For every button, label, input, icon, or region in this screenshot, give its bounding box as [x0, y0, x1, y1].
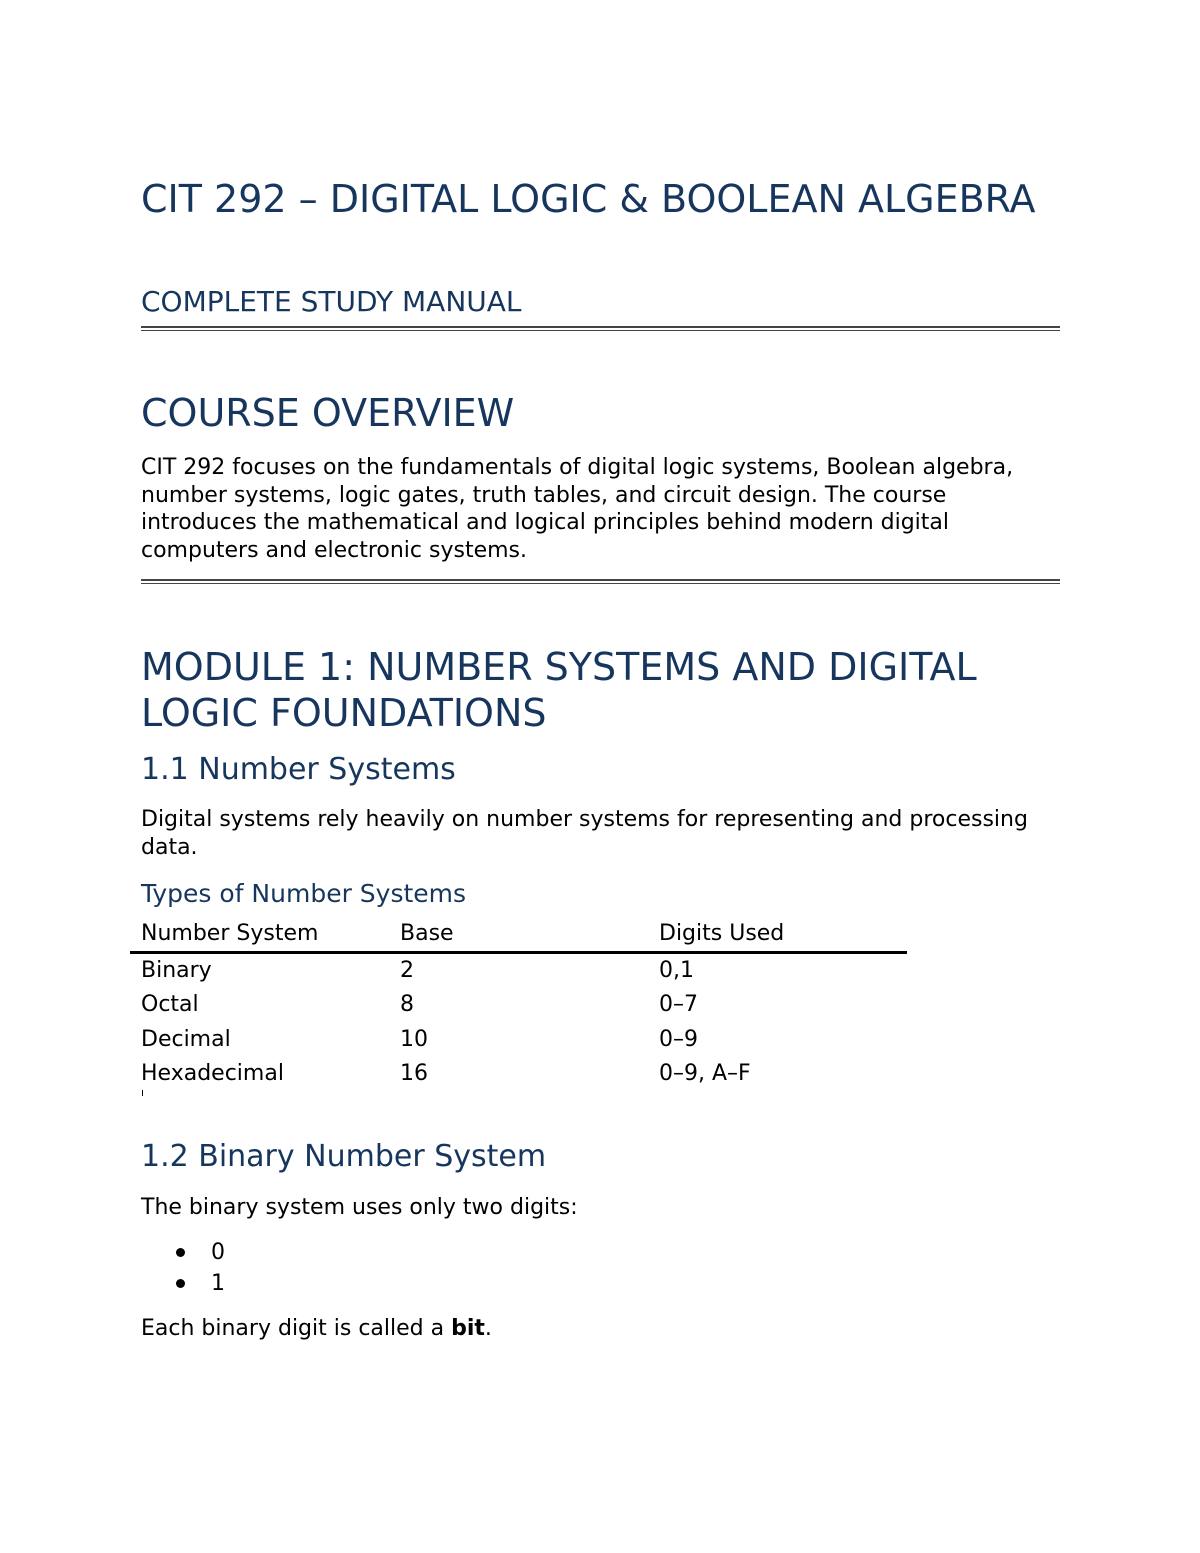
section-divider [141, 326, 1060, 331]
table-cell: Binary [141, 958, 212, 983]
document-subtitle: COMPLETE STUDY MANUAL [141, 285, 522, 318]
table-cell: 10 [400, 1027, 428, 1052]
table-cell: 0,1 [659, 958, 694, 983]
table-header-cell: Number System [141, 921, 319, 946]
section-1-2-heading: 1.2 Binary Number System [141, 1139, 547, 1174]
table-cell: 8 [400, 992, 414, 1017]
closing-text: Each binary digit is called a [141, 1316, 452, 1341]
table-header-rule [130, 951, 907, 954]
bit-term: bit [451, 1316, 485, 1341]
bullet-icon [176, 1248, 185, 1257]
module-1-heading: MODULE 1: NUMBER SYSTEMS AND DIGITAL LOGIC FOUNDATIONS [141, 645, 977, 735]
table-cell: Octal [141, 992, 199, 1017]
table-cell: Hexadecimal [141, 1061, 284, 1086]
table-row [141, 992, 911, 1026]
bullet-icon [176, 1279, 185, 1288]
list-item: 0 [211, 1240, 225, 1265]
section-1-1-heading: 1.1 Number Systems [141, 752, 456, 787]
section-1-2-intro: The binary system uses only two digits: [141, 1195, 578, 1220]
table-header-cell: Base [400, 921, 454, 946]
document-title: CIT 292 – DIGITAL LOGIC & BOOLEAN ALGEBRA [141, 177, 1036, 221]
table-cell: Decimal [141, 1027, 231, 1052]
table-cell: 0–9, A–F [659, 1061, 751, 1086]
number-systems-table-caption: Types of Number Systems [141, 879, 467, 908]
table-cell: 0–9 [659, 1027, 698, 1052]
overview-heading: COURSE OVERVIEW [141, 391, 515, 435]
table-cell: 2 [400, 958, 414, 983]
table-row [141, 1027, 911, 1061]
table-cell: 16 [400, 1061, 428, 1086]
table-row [141, 958, 911, 992]
section-divider [141, 579, 1060, 584]
table-row [141, 1061, 911, 1095]
section-1-1-paragraph: Digital systems rely heavily on number systems for representing and processing data. [141, 807, 1028, 860]
section-1-2-closing [141, 1315, 1041, 1343]
table-end-mark [142, 1090, 143, 1096]
table-header-cell: Digits Used [659, 921, 785, 946]
list-item: 1 [211, 1271, 225, 1296]
number-systems-table-header [141, 921, 911, 955]
closing-punctuation: . [484, 1316, 492, 1341]
overview-paragraph: CIT 292 focuses on the fundamentals of digital logic systems, Boolean algebra, number systems, logic gates, truth tables, and circuit design. The course introduces the mathematical and logical principles behind modern digital computers and electronic systems. [141, 455, 1014, 563]
table-cell: 0–7 [659, 992, 698, 1017]
